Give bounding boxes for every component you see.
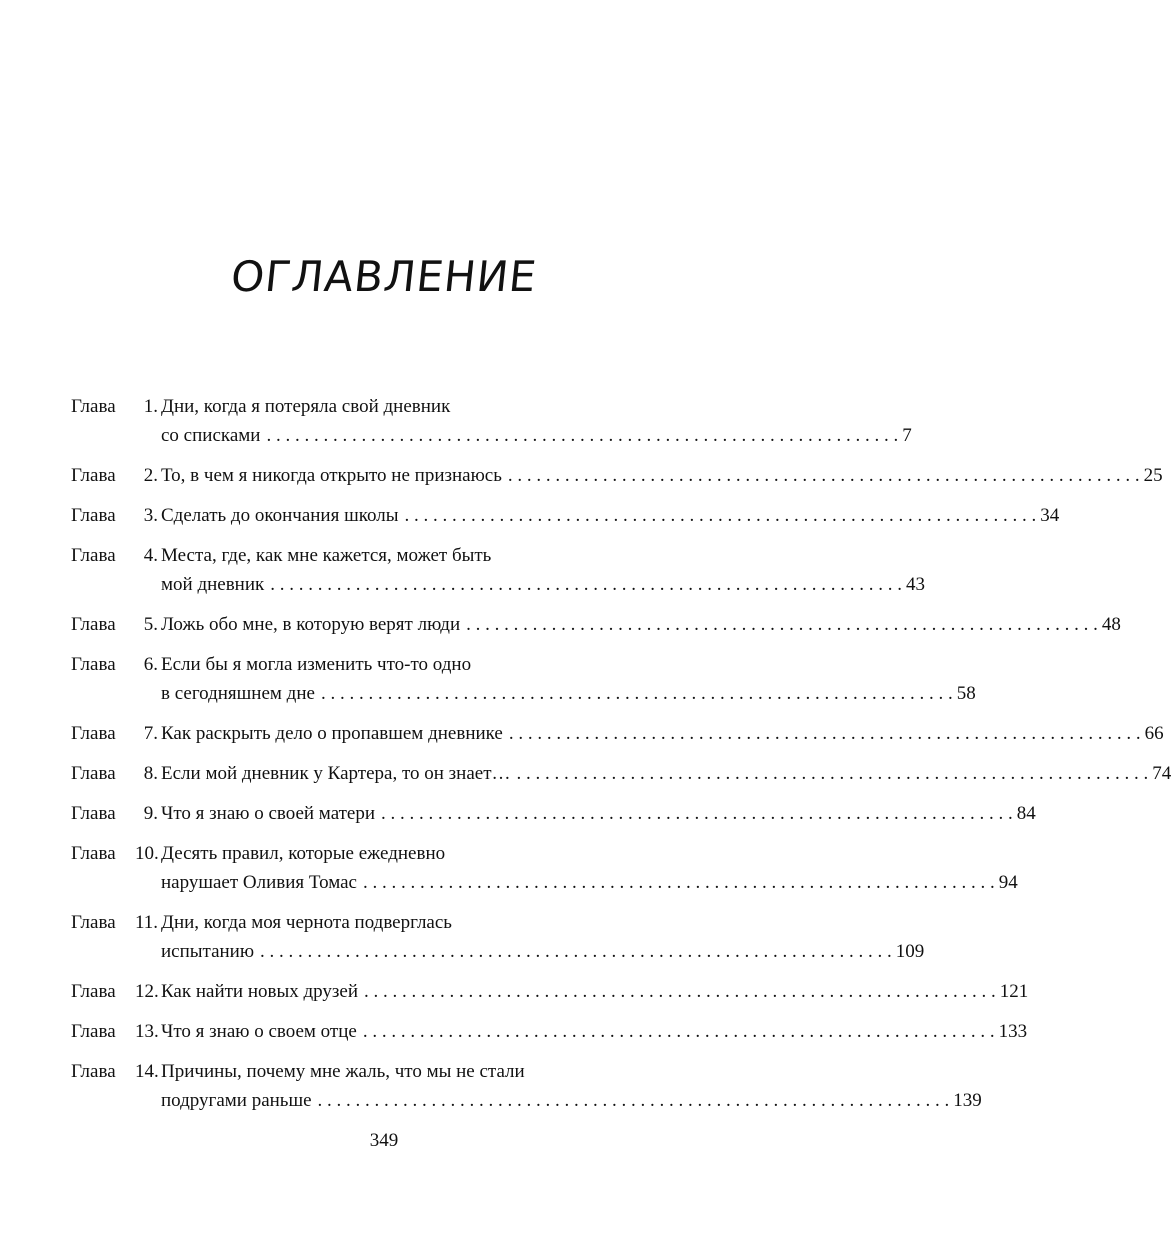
- chapter-number: 3.: [143, 505, 158, 526]
- chapter-title-line: [161, 501, 1059, 530]
- chapter-page-number: 84: [1016, 803, 1036, 824]
- chapter-page-number: 25: [1143, 465, 1163, 486]
- chapter-title-block: [158, 839, 1018, 897]
- chapter-title-line: [161, 839, 1018, 868]
- chapter-page-number: 7: [902, 425, 912, 446]
- toc-entry: [71, 759, 1171, 788]
- chapter-title-block: [158, 908, 924, 966]
- chapter-page-number: 34: [1040, 505, 1060, 526]
- chapter-title-block: [158, 541, 925, 599]
- chapter-title-block: [158, 977, 1028, 1006]
- chapter-number: 10.: [135, 843, 159, 864]
- toc-entry: [71, 908, 925, 966]
- chapter-title-block: [158, 501, 1059, 530]
- chapter-title: Что я знаю о своей матери: [161, 803, 376, 824]
- dot-leader: [266, 421, 898, 450]
- dot-leader: [364, 977, 996, 1006]
- chapter-title-block: [158, 610, 1121, 639]
- chapter-title-block: [158, 1017, 1027, 1046]
- chapter-title-line: [161, 719, 1164, 748]
- dot-leader: [517, 759, 1149, 788]
- chapter-title: Как найти новых друзей: [161, 981, 359, 1002]
- toc-entry: [71, 650, 976, 708]
- chapter-title-block: [158, 650, 976, 708]
- chapter-word: Глава: [71, 614, 116, 635]
- toc-entry: [71, 799, 1036, 828]
- dot-leader: [270, 570, 902, 599]
- chapter-title: Дни, когда моя чернота подверглась: [161, 912, 452, 933]
- chapter-title-block: [158, 719, 1164, 748]
- chapter-title: испытанию: [161, 941, 255, 962]
- chapter-title-line: [161, 799, 1036, 828]
- chapter-number: 12.: [135, 981, 159, 1002]
- toc-entry: [71, 719, 1164, 748]
- chapter-page-number: 43: [906, 574, 925, 595]
- chapter-title-line: [161, 977, 1028, 1006]
- chapter-page-number: 121: [999, 981, 1029, 1002]
- chapter-word: Глава: [71, 1021, 116, 1042]
- toc-entry: [71, 610, 1121, 639]
- chapter-title-block: [158, 392, 912, 450]
- toc-entry: [71, 977, 1029, 1006]
- chapter-number: 2.: [143, 465, 158, 486]
- dot-leader: [508, 461, 1140, 490]
- chapter-title-line: [161, 868, 1018, 897]
- chapter-word: Глава: [71, 396, 116, 417]
- toc-entry: [71, 1057, 982, 1115]
- chapter-title-line: [161, 937, 924, 966]
- chapter-title-line: [161, 541, 925, 570]
- chapter-title-line: [161, 570, 925, 599]
- chapter-title-line: [161, 679, 976, 708]
- chapter-title: Причины, почему мне жаль, что мы не стали: [161, 1061, 525, 1082]
- chapter-number: 1.: [143, 396, 158, 417]
- chapter-title-line: [161, 1057, 982, 1086]
- chapter-page-number: 94: [998, 872, 1018, 893]
- chapter-title-block: [158, 1057, 982, 1115]
- dot-leader: [404, 501, 1036, 530]
- chapter-page-number: 109: [895, 941, 925, 962]
- chapter-number: 13.: [135, 1021, 159, 1042]
- chapter-title-line: [161, 1086, 982, 1115]
- chapter-number: 7.: [143, 723, 158, 744]
- dot-leader: [321, 679, 953, 708]
- page-title: ОГЛАВЛЕНИЕ: [228, 252, 540, 301]
- chapter-title-line: [161, 759, 1171, 788]
- chapter-title: мой дневник: [161, 574, 265, 595]
- chapter-word: Глава: [71, 723, 116, 744]
- toc-entry: [71, 541, 925, 599]
- chapter-page-number: 48: [1101, 614, 1121, 635]
- chapter-number: 8.: [143, 763, 158, 784]
- chapter-title-line: [161, 908, 924, 937]
- chapter-title-line: [161, 461, 1163, 490]
- chapter-number: 5.: [143, 614, 158, 635]
- chapter-title-block: [158, 759, 1171, 788]
- chapter-number: 6.: [143, 654, 158, 675]
- chapter-title-line: [161, 650, 976, 679]
- chapter-word: Глава: [71, 1061, 116, 1082]
- chapter-number: 11.: [135, 912, 159, 933]
- chapter-word: Глава: [71, 465, 116, 486]
- toc-entry: [71, 392, 912, 450]
- chapter-word: Глава: [71, 912, 116, 933]
- chapter-word: Глава: [71, 505, 116, 526]
- chapter-title: Что я знаю о своем отце: [161, 1021, 357, 1042]
- chapter-title: со списками: [161, 425, 261, 446]
- chapter-title: Как раскрыть дело о пропавшем дневнике: [161, 723, 503, 744]
- toc-entry: [71, 1017, 1028, 1046]
- chapter-title-block: [158, 461, 1163, 490]
- chapter-title: Дни, когда я потеряла свой дневник: [161, 396, 451, 417]
- dot-leader: [318, 1086, 950, 1115]
- toc-entry: [71, 839, 1018, 897]
- dot-leader: [509, 719, 1141, 748]
- table-of-contents: [71, 392, 1171, 1126]
- chapter-page-number: 139: [953, 1090, 982, 1111]
- chapter-title: в сегодняшнем дне: [161, 683, 315, 704]
- dot-leader: [363, 1017, 995, 1046]
- toc-entry: [71, 501, 1060, 530]
- chapter-word: Глава: [71, 843, 116, 864]
- chapter-title: Ложь обо мне, в которую верят люди: [161, 614, 461, 635]
- chapter-title: Если бы я могла изменить что-то одно: [161, 654, 472, 675]
- chapter-word: Глава: [71, 981, 116, 1002]
- chapter-title: нарушает Оливия Томас: [161, 872, 357, 893]
- chapter-title: Десять правил, которые ежедневно: [161, 843, 446, 864]
- chapter-page-number: 74: [1152, 763, 1171, 784]
- chapter-word: Глава: [71, 545, 116, 566]
- chapter-title: То, в чем я никогда открыто не признаюсь: [161, 465, 502, 486]
- chapter-number: 4.: [143, 545, 158, 566]
- chapter-word: Глава: [71, 763, 116, 784]
- chapter-word: Глава: [71, 803, 116, 824]
- chapter-title: Места, где, как мне кажется, может быть: [161, 545, 492, 566]
- dot-leader: [363, 868, 995, 897]
- chapter-page-number: 66: [1144, 723, 1164, 744]
- chapter-number: 14.: [135, 1061, 159, 1082]
- chapter-number: 9.: [143, 803, 158, 824]
- chapter-word: Глава: [71, 654, 116, 675]
- dot-leader: [466, 610, 1098, 639]
- page-number: 349: [369, 1130, 399, 1151]
- chapter-title: Если мой дневник у Картера, то он знает…: [161, 763, 511, 784]
- chapter-page-number: 133: [998, 1021, 1028, 1042]
- chapter-title-line: [161, 610, 1121, 639]
- chapter-title-line: [161, 1017, 1027, 1046]
- dot-leader: [260, 937, 892, 966]
- dot-leader: [381, 799, 1013, 828]
- chapter-title: подругами раньше: [161, 1090, 312, 1111]
- chapter-title-block: [158, 799, 1036, 828]
- chapter-title-line: [161, 421, 912, 450]
- chapter-title: Сделать до окончания школы: [161, 505, 399, 526]
- toc-entry: [71, 461, 1163, 490]
- chapter-page-number: 58: [956, 683, 976, 704]
- chapter-title-line: [161, 392, 912, 421]
